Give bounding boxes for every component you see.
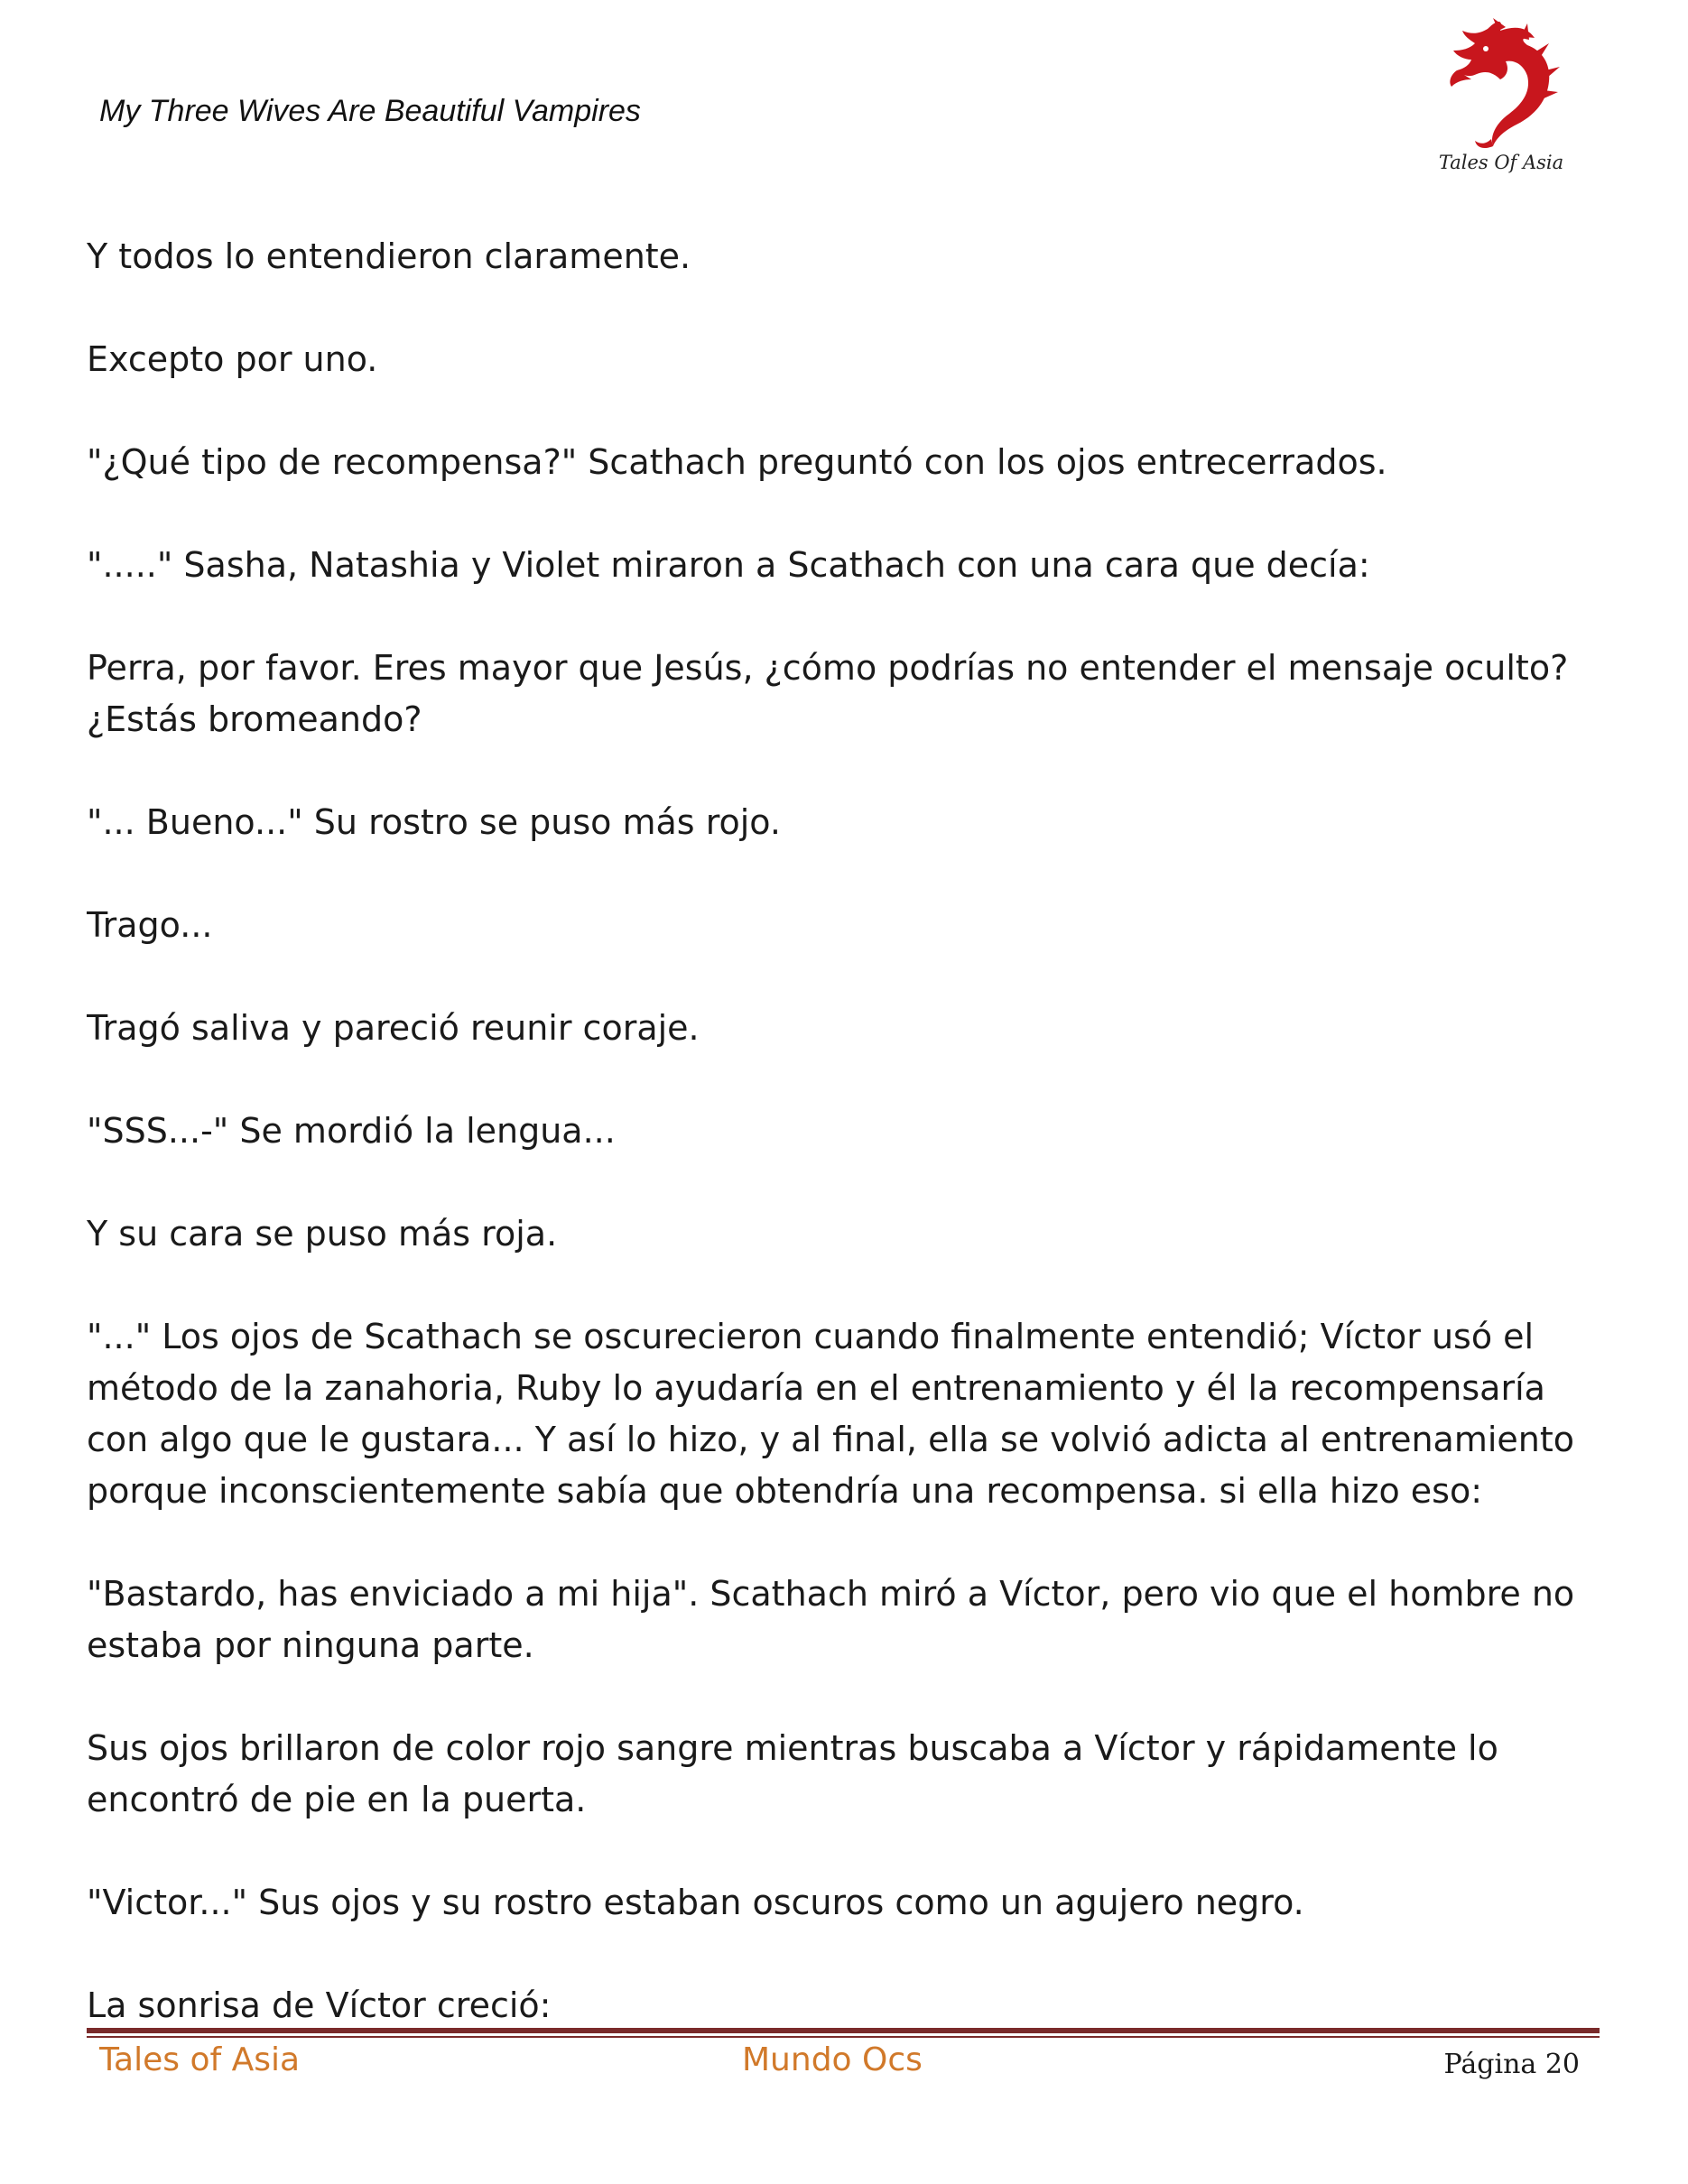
logo-text: Tales Of Asia	[1438, 152, 1564, 173]
paragraph: "Victor..." Sus ojos y su rostro estaban oscuros como un agujero negro.	[87, 1883, 1304, 1922]
paragraph: Y su cara se puso más roja.	[87, 1214, 558, 1254]
page-number: Página 20	[1443, 2049, 1580, 2080]
paragraph: "....." Sasha, Natashia y Violet miraron a Scathach con una cara que decía:	[87, 545, 1370, 585]
paragraph: Trago...	[87, 905, 213, 945]
paragraph: "¿Qué tipo de recompensa?" Scathach preguntó con los ojos entrecerrados.	[87, 442, 1387, 482]
document-body	[87, 231, 1603, 2018]
tales-of-asia-logo	[1433, 18, 1569, 180]
paragraph: "..." Los ojos de Scathach se oscurecieron cuando finalmente entendió; Víctor usó el método de la zanahoria, Ruby lo ayudaría en el entrenamiento y él la recompensaría con algo que le gustara... Y así lo hizo, y al final, ella se volvió adicta al entrenamiento porque inconscientemente sabía que obtendría una recompensa. si ella hizo eso:	[87, 1317, 1575, 1511]
paragraph: Sus ojos brillaron de color rojo sangre mientras buscaba a Víctor y rápidamente lo encontró de pie en la puerta.	[87, 1728, 1498, 1819]
footer-divider-thin	[87, 2036, 1600, 2038]
footer-section-name: Mundo Ocs	[742, 2041, 923, 2078]
paragraph: "Bastardo, has enviciado a mi hija". Scathach miró a Víctor, pero vio que el hombre no estaba por ninguna parte.	[87, 1574, 1575, 1665]
paragraph: "... Bueno..." Su rostro se puso más rojo.	[87, 802, 781, 842]
paragraph: Perra, por favor. Eres mayor que Jesús, ¿cómo podrías no entender el mensaje oculto? ¿Estás bromeando?	[87, 648, 1569, 739]
red-dragon-icon	[1433, 18, 1569, 153]
paragraph: Excepto por uno.	[87, 339, 378, 379]
paragraph: La sonrisa de Víctor creció:	[87, 1985, 552, 2018]
footer-divider-thick	[87, 2028, 1600, 2033]
paragraph: Y todos lo entendieron claramente.	[87, 236, 691, 276]
document-header-title: My Three Wives Are Beautiful Vampires	[99, 94, 641, 128]
paragraph: Tragó saliva y pareció reunir coraje.	[87, 1008, 700, 1048]
paragraph: "SSS...-" Se mordió la lengua...	[87, 1111, 616, 1151]
footer-site-name: Tales of Asia	[99, 2041, 301, 2078]
